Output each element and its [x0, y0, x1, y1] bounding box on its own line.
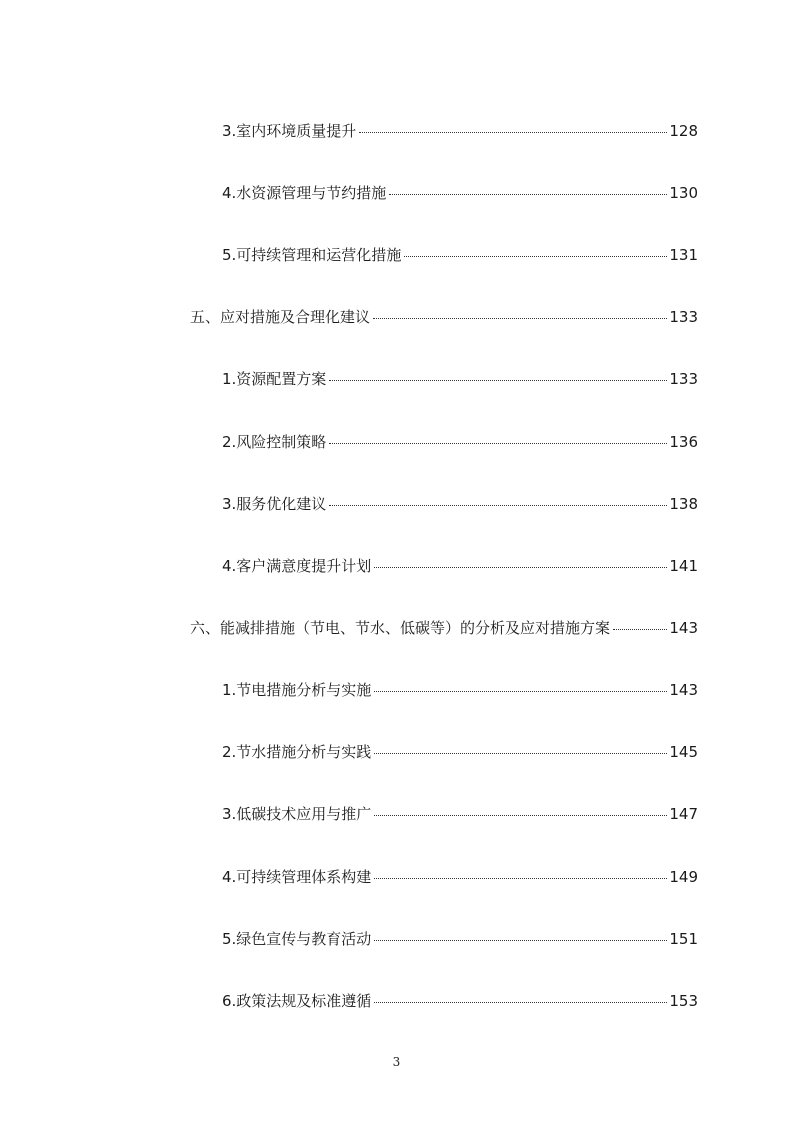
toc-entry[interactable]: [222, 121, 698, 141]
toc-entry-page: 145: [669, 743, 698, 761]
toc-entry-page: 130: [669, 184, 698, 202]
toc-entry-label: 5.可持续管理和运营化措施: [222, 246, 402, 264]
toc-entry-page: 131: [669, 246, 698, 264]
toc-entry[interactable]: [222, 929, 698, 949]
toc-entry[interactable]: [222, 245, 698, 265]
toc-entry-label: 1.节电措施分析与实施: [222, 681, 372, 699]
toc-entry-page: 151: [669, 930, 698, 948]
toc-entry-label: 六、能减排措施（节电、节水、低碳等）的分析及应对措施方案: [190, 619, 611, 637]
toc-entry-label: 3.服务优化建议: [222, 495, 327, 513]
dot-leader: [374, 815, 667, 816]
toc-entry-page: 128: [669, 122, 698, 140]
dot-leader: [329, 380, 667, 381]
toc-entry-page: 149: [669, 868, 698, 886]
toc-entry-label: 4.可持续管理体系构建: [222, 868, 372, 886]
dot-leader: [374, 691, 667, 692]
toc-entry[interactable]: [222, 556, 698, 576]
toc-entry-label: 3.室内环境质量提升: [222, 122, 357, 140]
dot-leader: [613, 629, 667, 630]
dot-leader: [373, 318, 667, 319]
toc-entry-page: 143: [669, 619, 698, 637]
dot-leader: [374, 878, 667, 879]
toc-entry[interactable]: [222, 369, 698, 389]
dot-leader: [374, 567, 667, 568]
toc-entry[interactable]: [222, 742, 698, 762]
toc-entry[interactable]: [222, 804, 698, 824]
dot-leader: [374, 1002, 667, 1003]
dot-leader: [329, 505, 667, 506]
toc-entry-page: 147: [669, 805, 698, 823]
toc-entry[interactable]: [222, 991, 698, 1011]
toc-entry[interactable]: [222, 183, 698, 203]
toc-entry-page: 133: [669, 370, 698, 388]
dot-leader: [374, 940, 667, 941]
toc-entry-label: 4.客户满意度提升计划: [222, 557, 372, 575]
toc-section-entry[interactable]: [190, 307, 698, 327]
toc-entry-label: 6.政策法规及标准遵循: [222, 992, 372, 1010]
toc-entry-label: 2.节水措施分析与实践: [222, 743, 372, 761]
toc-entry[interactable]: [222, 680, 698, 700]
toc-entry-page: 143: [669, 681, 698, 699]
dot-leader: [404, 256, 667, 257]
page-number: 3: [392, 1055, 401, 1069]
toc-entry-page: 133: [669, 308, 698, 326]
toc-entry-page: 138: [669, 495, 698, 513]
dot-leader: [389, 194, 667, 195]
toc-entry-label: 五、应对措施及合理化建议: [190, 308, 371, 326]
toc-entry-label: 2.风险控制策略: [222, 433, 327, 451]
dot-leader: [359, 132, 667, 133]
toc-entry-page: 153: [669, 992, 698, 1010]
toc-entry-label: 4.水资源管理与节约措施: [222, 184, 387, 202]
dot-leader: [374, 753, 667, 754]
toc-entry-label: 3.低碳技术应用与推广: [222, 805, 372, 823]
toc-section-entry[interactable]: [190, 618, 698, 638]
toc-entry[interactable]: [222, 432, 698, 452]
dot-leader: [329, 443, 667, 444]
toc-entry[interactable]: [222, 494, 698, 514]
toc-entry-page: 141: [669, 557, 698, 575]
toc-entry-label: 1.资源配置方案: [222, 370, 327, 388]
toc-entry-label: 5.绿色宣传与教育活动: [222, 930, 372, 948]
toc-entry[interactable]: [222, 867, 698, 887]
toc-entry-page: 136: [669, 433, 698, 451]
